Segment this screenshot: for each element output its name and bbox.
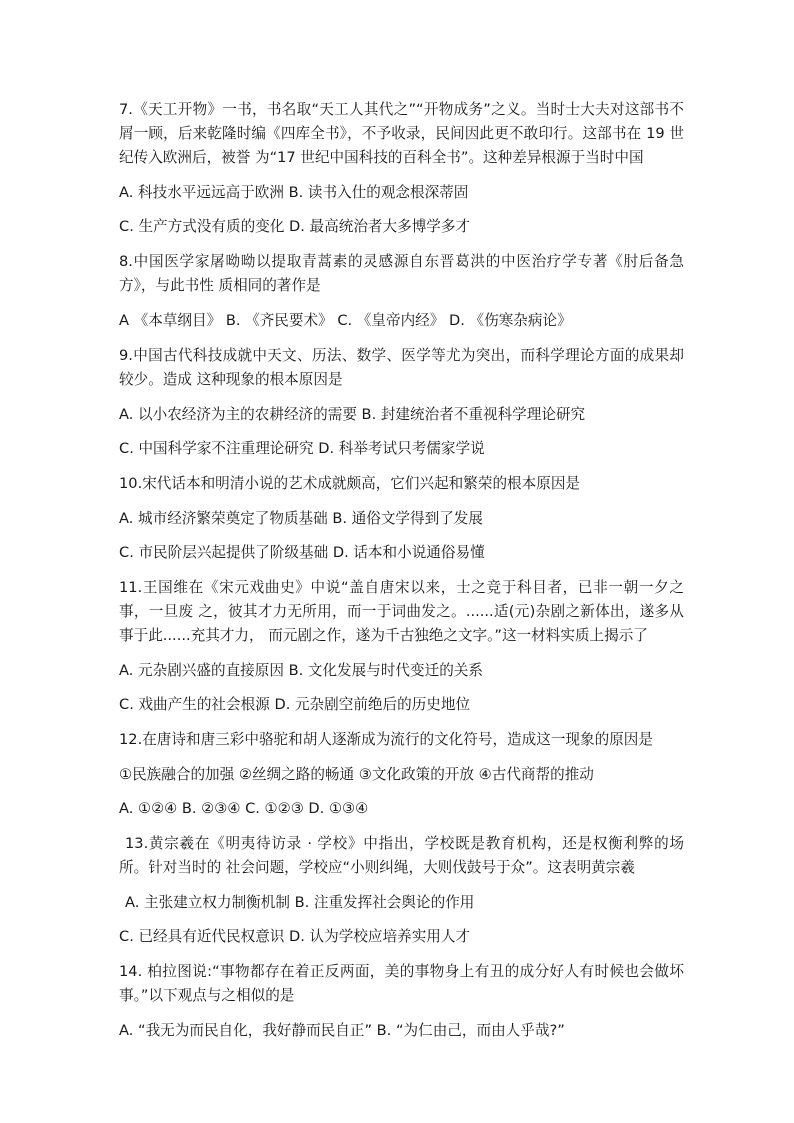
question-11 [119, 576, 684, 716]
option-line: C. 戏曲产生的社会根源 D. 元杂剧空前绝后的历史地位 [119, 696, 471, 713]
option-line: A 《本草纲目》 B. 《齐民要术》 C. 《皇帝内经》 D. 《伤寒杂病论》 [119, 312, 572, 329]
option-line: C. 生产方式没有质的变化 D. 最高统治者大多博学多才 [119, 218, 471, 235]
option-line: A. ①②④ B. ②③④ C. ①②③ D. ①③④ [119, 800, 369, 817]
question-stem: 9.中国古代科技成就中天文、历法、数学、医学等尤为突出，而科学理论方面的成果却较少。造成 这种现象的根本原因是 [119, 347, 684, 388]
question-14 [119, 960, 684, 1042]
question-stem: 11.王国维在《宋元戏曲史》中说“盖自唐宋以来，士之竞于科目者，已非一朝一夕之事，一旦废 之，彼其才力无所用，而一于词曲发之。......适(元)杂剧之新体出，遂多从事于此......充其才力， 而元剧之作，遂为千古独绝之文字。”这一材料实质上揭示了 [119, 579, 684, 644]
question-stem: 8.中国医学家屠呦呦以提取青蒿素的灵感源自东晋葛洪的中医治疗学专著《肘后备急方》，与此书性 质相同的著作是 [119, 253, 684, 294]
question-stem: 10.宋代话本和明清小说的艺术成就颇高，它们兴起和繁荣的根本原因是 [119, 475, 581, 492]
option-line: A. 科技水平远远高于欧洲 B. 读书入仕的观念根深蒂固 [119, 184, 469, 201]
question-stem: 14. 柏拉图说:“事物都存在着正反两面，美的事物身上有丑的成分好人有时候也会做坏事。”以下观点与之相似的是 [119, 963, 684, 1004]
question-stem: 13.黄宗羲在《明夷待访录 · 学校》中指出，学校既是教育机构，还是权衡利弊的场所。针对当时的 社会问题，学校应“小则纠绳，大则伐鼓号于众”。这表明黄宗羲 [119, 835, 684, 876]
option-line: A. 以小农经济为主的农耕经济的需要 B. 封建统治者不重视科学理论研究 [119, 406, 586, 423]
question-8 [119, 250, 684, 332]
option-line: C. 市民阶层兴起提供了阶级基础 D. 话本和小说通俗易懂 [119, 544, 485, 561]
option-line: A. 主张建立权力制衡机制 B. 注重发挥社会舆论的作用 [125, 894, 475, 911]
option-line: C. 中国科学家不注重理论研究 D. 科举考试只考儒家学说 [119, 440, 485, 457]
option-line: A. 城市经济繁荣奠定了物质基础 B. 通俗文学得到了发展 [119, 510, 483, 527]
option-line: A. 元杂剧兴盛的直接原因 B. 文化发展与时代变迁的关系 [119, 662, 483, 679]
option-line: ①民族融合的加强 ②丝绸之路的畅通 ③文化政策的开放 ④古代商帮的推动 [119, 766, 594, 783]
question-10 [119, 472, 684, 564]
option-line: A. “我无为而民自化，我好静而民自正” B. “为仁由己，而由人乎哉?” [119, 1022, 565, 1039]
question-13 [119, 832, 684, 948]
question-9 [119, 344, 684, 460]
option-line: C. 已经具有近代民权意识 D. 认为学校应培养实用人才 [119, 928, 471, 945]
question-12 [119, 728, 684, 820]
question-7 [119, 98, 684, 238]
question-stem: 12.在唐诗和唐三彩中骆驼和胡人逐渐成为流行的文化符号，造成这一现象的原因是 [119, 731, 653, 748]
question-stem: 7.《天工开物》一书，书名取“天工人其代之”“开物成务”之义。当时士大夫对这部书不屑一顾，后来乾隆时编《四库全书》，不予收录，民间因此更不敢印行。这部书在 19 世纪传入欧洲后，被誉 为“17 世纪中国科技的百科全书”。这种差异根源于当时中国 [119, 101, 684, 166]
